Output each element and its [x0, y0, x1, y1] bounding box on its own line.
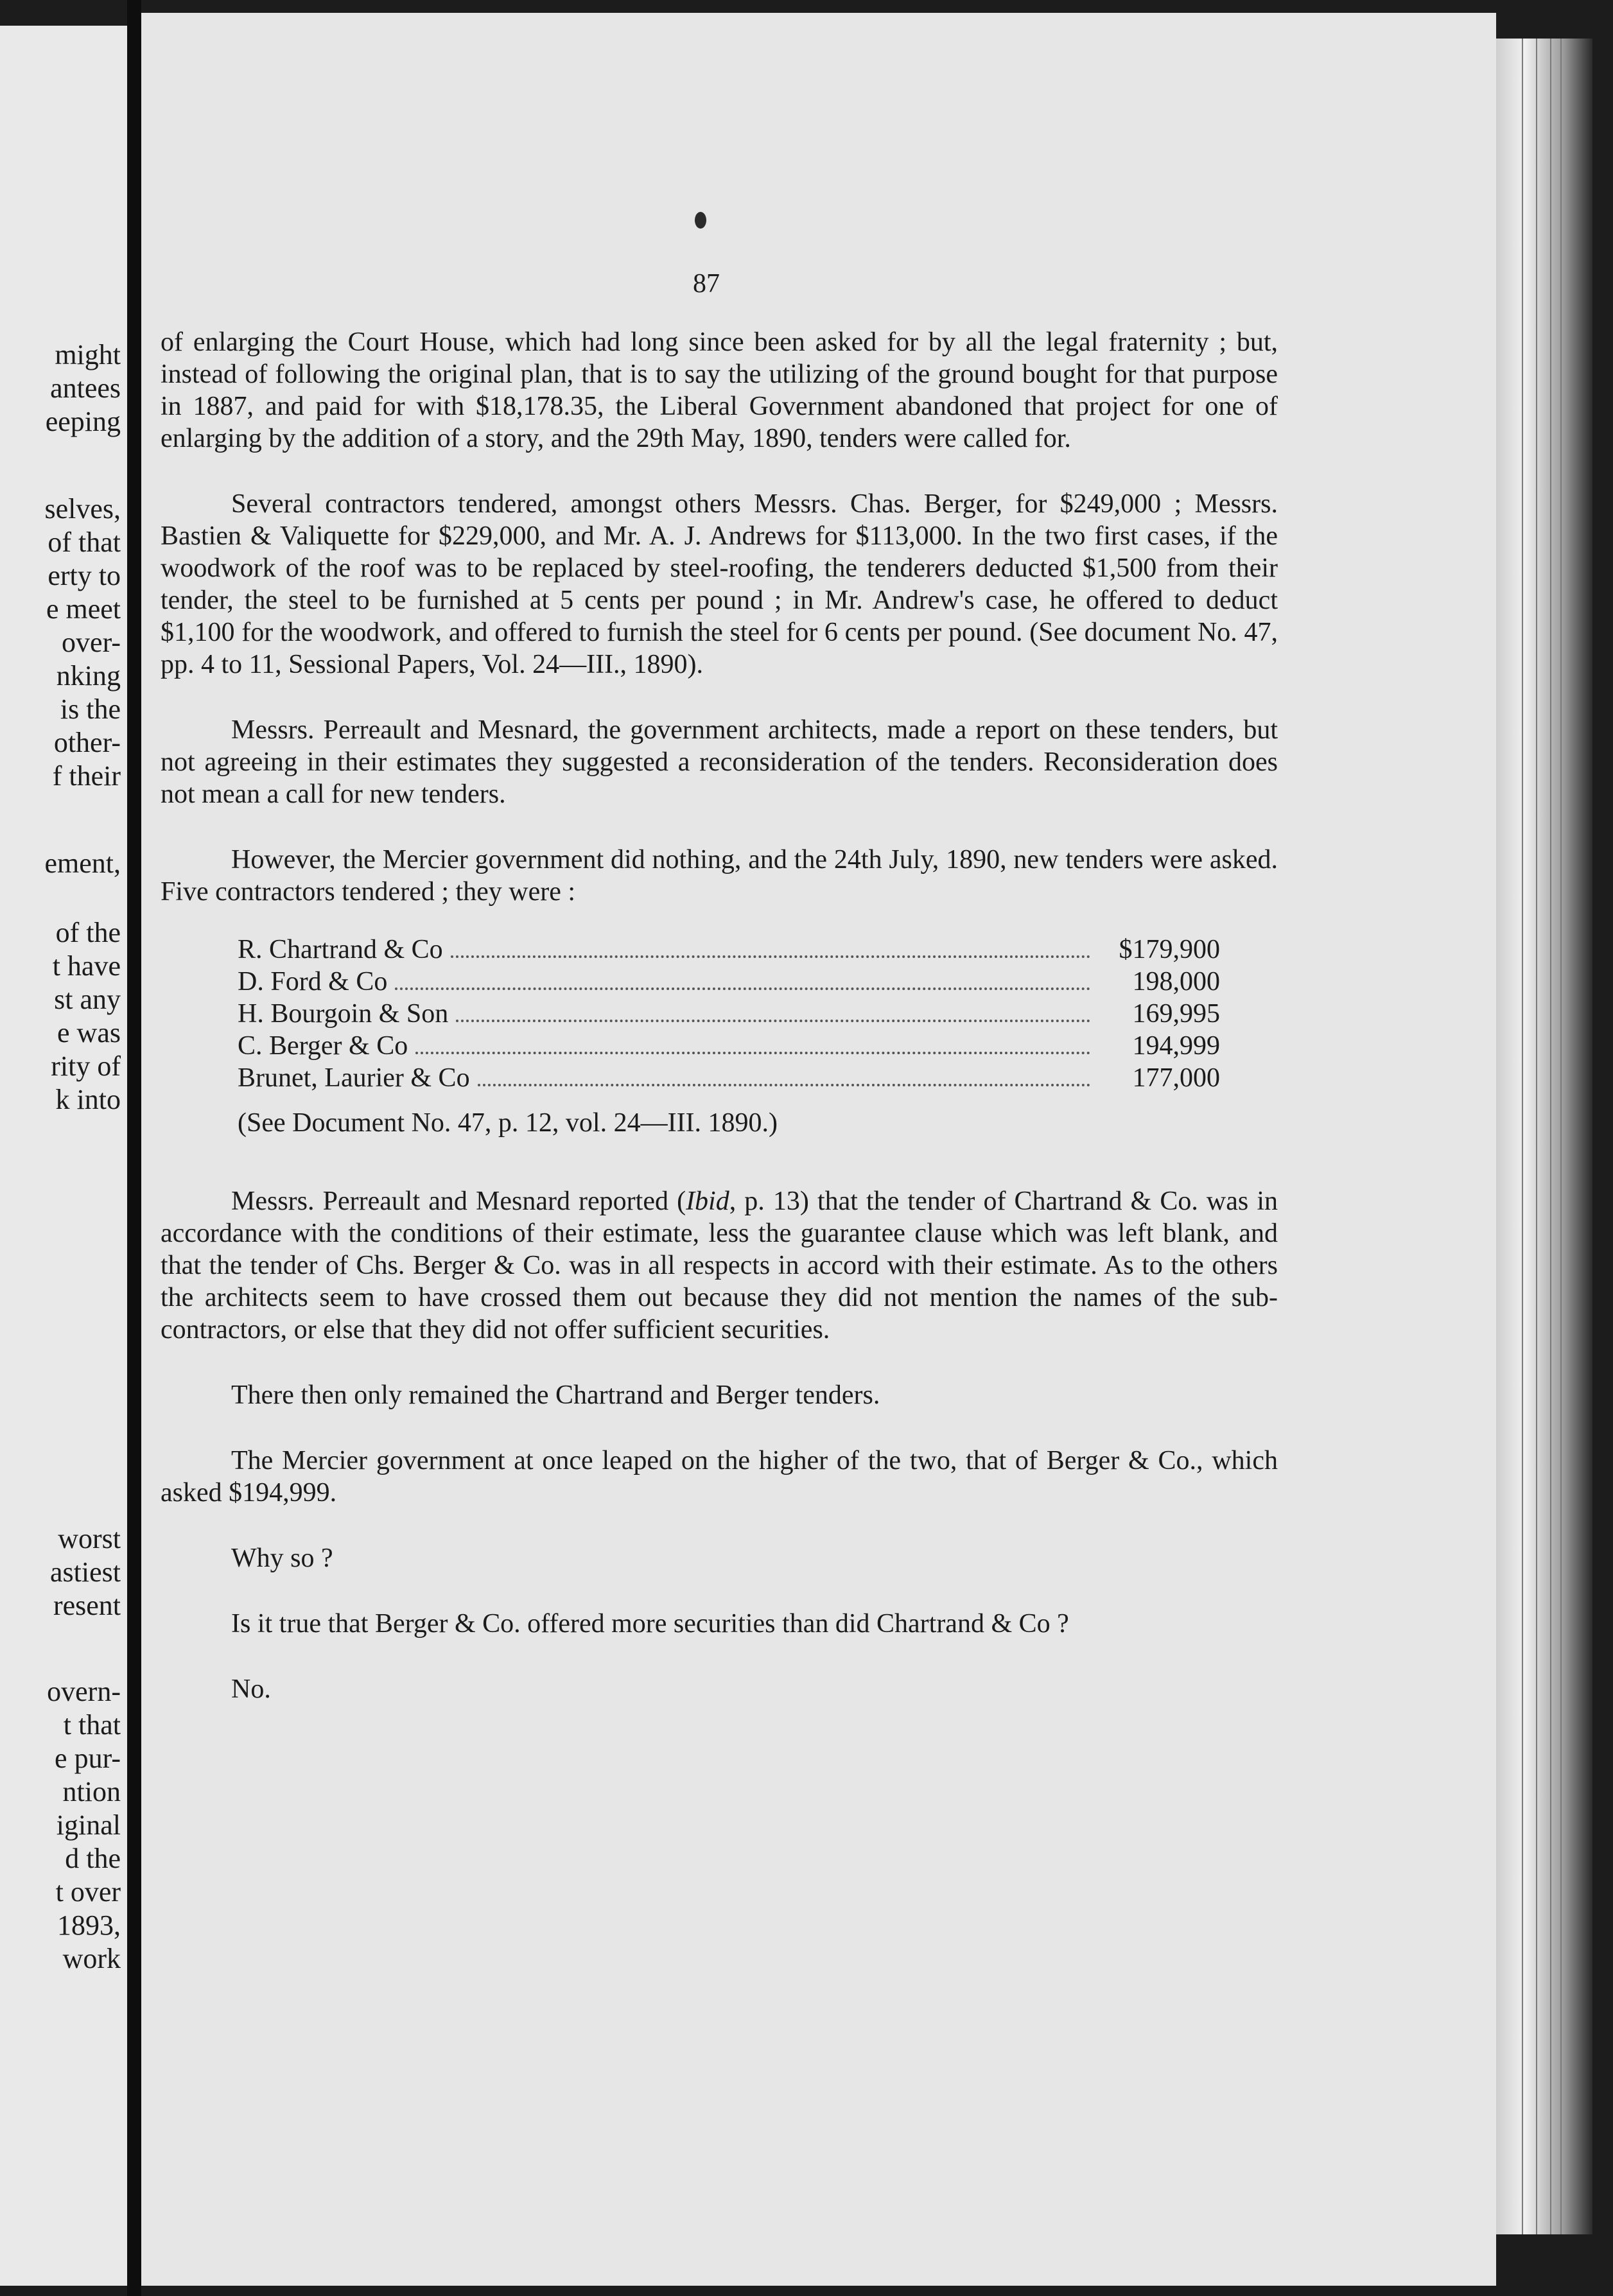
facing-page-line: resent	[53, 1590, 121, 1621]
page-number: 87	[693, 269, 720, 299]
tender-name: C. Berger & Co	[238, 1031, 408, 1061]
facing-page-line: eeping	[45, 406, 121, 437]
facing-page-line: 1893,	[57, 1909, 121, 1941]
tender-row	[238, 966, 1220, 998]
facing-page-line: d the	[65, 1843, 121, 1874]
facing-page-line: rity of	[51, 1050, 121, 1082]
paragraph-question-why: Why so ?	[231, 1544, 333, 1573]
facing-page-line: e pur-	[55, 1743, 121, 1774]
tender-row	[238, 934, 1220, 966]
dot-leader	[395, 987, 1090, 990]
facing-page-line: e was	[57, 1017, 121, 1048]
dot-leader	[456, 1020, 1090, 1022]
text-run: Messrs. Perreault and Mesnard reported (	[231, 1187, 686, 1216]
tender-name: R. Chartrand & Co	[238, 935, 443, 964]
paragraph-court-house: of enlarging the Court House, which had long since been asked for by all the legal fraternity ; but, instead of following the original plan, that is to say the utilizing of the ground bought for that purpose in 1887, and paid for with $18,178.35, the Liberal Government abandoned that project for one of enlarging by the addition of a story, and the 29th May, 1890, tenders were called for.	[161, 327, 1278, 453]
facing-page-line: st any	[54, 984, 121, 1015]
facing-page-line: t that	[63, 1709, 121, 1741]
facing-page-line: ement,	[44, 848, 121, 879]
tender-row	[238, 998, 1220, 1030]
tender-amount: 194,999	[1132, 1031, 1220, 1061]
facing-page-line: e meet	[46, 593, 121, 625]
tender-row	[238, 1062, 1220, 1094]
facing-page-line: overn-	[47, 1676, 121, 1707]
facing-page-line: antees	[50, 372, 121, 404]
tender-name: H. Bourgoin & Son	[238, 999, 449, 1029]
tender-list	[161, 934, 1220, 1094]
tender-amount: $179,900	[1119, 935, 1220, 964]
facing-page-line: erty to	[48, 560, 121, 591]
dot-leader	[478, 1084, 1090, 1086]
ink-blot-mark	[695, 212, 706, 229]
facing-page-line: selves,	[44, 493, 121, 525]
page-edges	[1496, 39, 1592, 2234]
facing-page-line: of that	[48, 526, 121, 558]
facing-page-line: t have	[52, 950, 121, 982]
tender-name: D. Ford & Co	[238, 967, 388, 996]
tender-name: Brunet, Laurier & Co	[238, 1063, 470, 1093]
facing-page-line: over-	[62, 627, 121, 658]
facing-page-line: astiest	[50, 1556, 121, 1588]
facing-page-line: ntion	[62, 1776, 121, 1807]
dot-leader	[451, 955, 1090, 958]
paragraph-question-securities: Is it true that Berger & Co. offered more securities than did Chartrand & Co ?	[231, 1609, 1069, 1639]
ibid-citation: Ibid	[686, 1187, 729, 1216]
facing-page-line: k into	[55, 1084, 121, 1115]
document-reference: (See Document No. 47, p. 12, vol. 24—III. 1890.)	[238, 1108, 778, 1138]
paragraph-mercier-choice: The Mercier government at once leaped on the higher of the two, that of Berger & Co., which asked $194,999.	[161, 1446, 1278, 1508]
facing-page-line: worst	[58, 1523, 121, 1554]
facing-page-line: other-	[53, 727, 121, 758]
tender-row	[238, 1030, 1220, 1062]
paragraph-architects-report: Messrs. Perreault and Mesnard, the government architects, made a report on these tenders, but not agreeing in their estimates they suggested a reconsideration of the tenders. Reconsideration does not mean a call for new tenders.	[161, 715, 1278, 809]
facing-page-fragment	[0, 26, 127, 2286]
facing-page-line: f their	[52, 760, 121, 792]
paragraph-remaining-tenders: There then only remained the Chartrand and Berger tenders.	[231, 1380, 880, 1410]
book-gutter	[127, 0, 141, 2296]
paragraph-contractors: Several contractors tendered, amongst others Messrs. Chas. Berger, for $249,000 ; Messrs. Bastien & Valiquette for $229,000, and Mr. A. J. Andrews for $113,000. In the two first cases, if the woodwork of the roof was to be replaced by steel-roofing, the tenderers deducted $1,500 from their tender, the steel to be furnished at 5 cents per pound ; in Mr. Andrew's case, he offered to deduct $1,100 for the woodwork, and offered to furnish the steel for 6 cents per pound. (See document No. 47, pp. 4 to 11, Sessional Papers, Vol. 24—III., 1890).	[161, 489, 1278, 679]
facing-page-line: iginal	[56, 1809, 121, 1841]
paragraph-new-tenders: However, the Mercier government did nothing, and the 24th July, 1890, new tenders were asked. Five contractors tendered ; they were :	[161, 845, 1278, 907]
facing-page-line: of the	[55, 917, 121, 948]
facing-page-line: work	[62, 1943, 121, 1974]
tender-amount: 177,000	[1132, 1063, 1220, 1093]
dot-leader	[415, 1052, 1090, 1054]
text-run: , p. 13) that the tender of Chartrand & Co. was in accordance with the conditions of their estimate, less the guarantee clause which was left blank, and that the tender of Chs. Berger & Co. was in all respects in accord with their estimate. As to the others the architects seem to have crossed them out because they did not mention the names of the sub-contractors, or else that they did not offer sufficient securities.	[161, 1187, 1278, 1344]
tender-amount: 169,995	[1132, 999, 1220, 1029]
paragraph-architects-reported	[161, 1185, 1278, 1346]
facing-page-line: is the	[60, 693, 121, 725]
tender-amount: 198,000	[1132, 967, 1220, 996]
paragraph-answer-no: No.	[231, 1674, 271, 1704]
page-body	[161, 326, 1278, 1739]
facing-page-line: nking	[56, 660, 121, 691]
facing-page-line: t over	[55, 1876, 121, 1908]
facing-page-line: might	[55, 339, 121, 370]
